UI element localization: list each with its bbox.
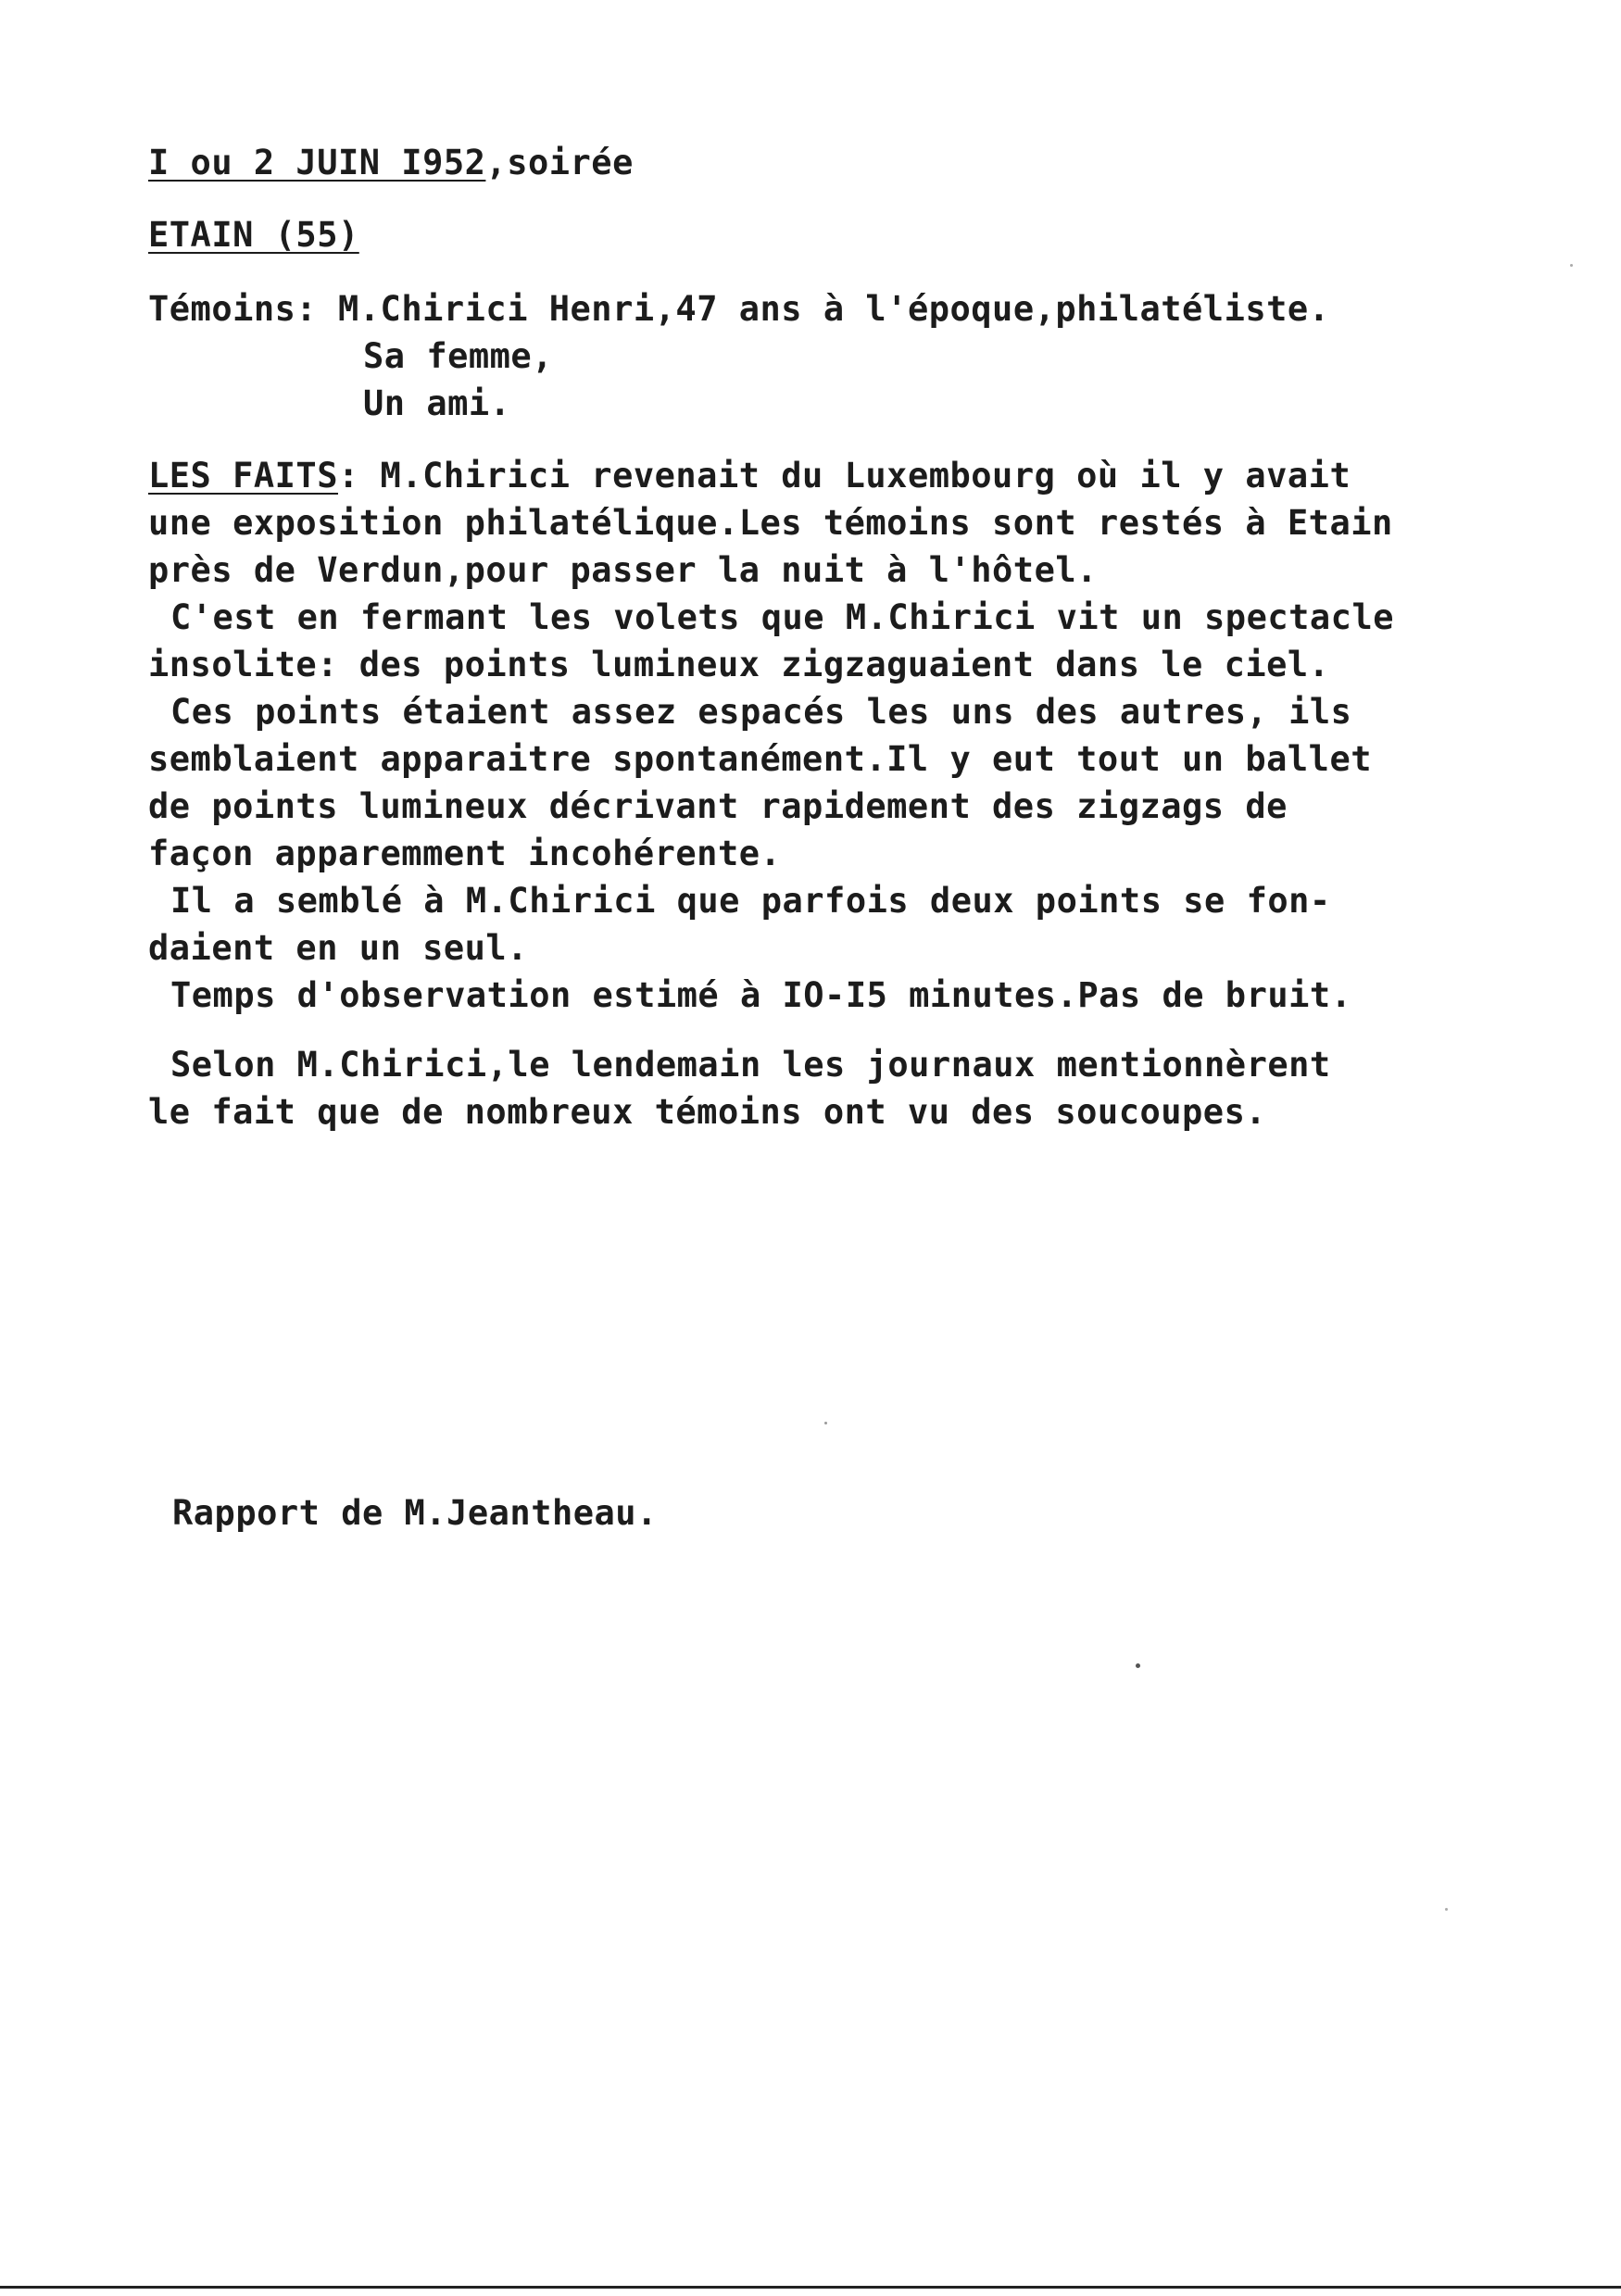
facts-text-10: Il a semblé à M.Chirici que parfois deux points se fon- [170,881,1331,921]
witnesses-label: Témoins: [148,289,318,329]
report-signature: Rapport de M.Jeantheau. [172,1493,658,1533]
date-suffix: ,soirée [485,143,634,182]
facts-text-9: façon apparemment incohérente. [148,834,782,873]
facts-text-14: le fait que de nombreux témoins ont vu des soucoupes. [148,1092,1267,1132]
date-underlined: I ou 2 JUIN I952 [148,143,486,182]
place-name: ETAIN (55) [148,215,359,255]
facts-text-2: une exposition philatélique.Les témoins sont restés à Etain [148,503,1393,543]
facts-line-1 [148,452,1351,500]
facts-label: LES FAITS [148,456,338,496]
facts-text-5: insolite: des points lumineux zigzaguaient dans le ciel. [148,645,1330,684]
scan-speck [1570,264,1573,267]
scan-speck [824,1422,827,1424]
witness-first: M.Chirici Henri,47 ans à l'époque,philatéliste. [338,289,1330,329]
facts-text-12: Temps d'observation estimé à IO-I5 minutes.Pas de bruit. [170,975,1352,1015]
scan-speck [1136,1663,1140,1668]
witness-second: Sa femme, [363,336,553,376]
place-heading [148,211,359,259]
witness-line-1 [148,285,1329,333]
bottom-edge-line [0,2286,1621,2289]
facts-text-11: daient en un seul. [148,928,528,968]
scan-speck [1445,1908,1448,1911]
facts-label-suffix: : [337,456,359,496]
facts-text-6: Ces points étaient assez espacés les uns des autres, ils [170,692,1352,732]
facts-text-13: Selon M.Chirici,le lendemain les journaux mentionnèrent [170,1045,1331,1085]
facts-text-1: M.Chirici revenait du Luxembourg où il y avait [358,456,1351,496]
witness-third: Un ami. [363,383,511,423]
facts-text-7: semblaient apparaitre spontanément.Il y eut tout un ballet [148,739,1373,779]
facts-text-3: près de Verdun,pour passer la nuit à l'hôtel. [148,550,1098,590]
date-heading [148,139,634,187]
facts-text-4: C'est en fermant les volets que M.Chirici vit un spectacle [170,597,1395,637]
facts-text-8: de points lumineux décrivant rapidement des zigzags de [148,786,1288,826]
